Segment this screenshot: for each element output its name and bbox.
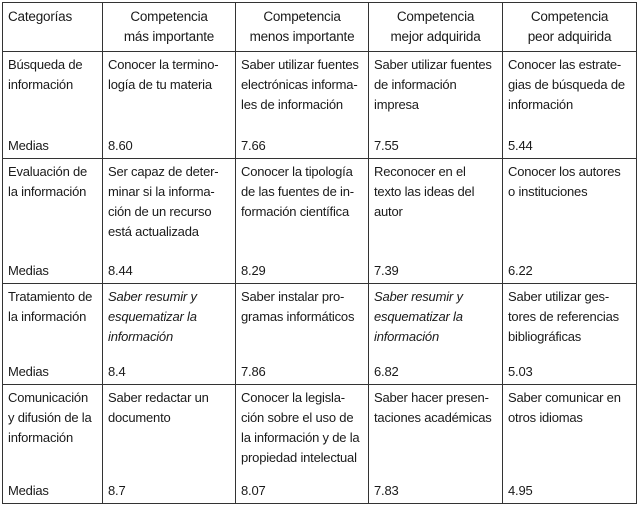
competencia-text: información [508,97,573,112]
competencia-text: Saber comunicar en [508,390,621,405]
competencia-cell [236,385,369,479]
medias-label: Medias [3,478,103,504]
competencia-text: formación científica [241,204,349,219]
medias-value: 8.07 [236,478,369,504]
medias-value: 4.95 [503,478,637,504]
medias-value: 7.55 [369,133,503,159]
competencia-text: información [108,329,173,344]
competencia-text: les de información [241,97,343,112]
medias-value: 6.22 [503,258,637,284]
competencia-text: minar si la informa- [108,184,215,199]
competencia-cell [503,284,637,360]
medias-value: 5.03 [503,359,637,385]
competencia-text: propiedad intelectual [241,450,357,465]
competencia-cell [369,284,503,360]
header-menos-importante: Competencia menos importante [236,3,369,52]
competencia-text: texto las ideas del [374,184,475,199]
medias-label: Medias [3,258,103,284]
medias-value: 7.83 [369,478,503,504]
competencia-text: documento [108,410,171,425]
header-mejor-adquirida: Competencia mejor adquirida [369,3,503,52]
competencia-text: logía de tu materia [108,77,212,92]
table-row [3,52,637,134]
category-label: Comunicación [8,390,88,405]
competencia-cell [236,284,369,360]
competencia-cell [236,52,369,134]
medias-value: 8.60 [103,133,236,159]
competencia-cell [503,159,637,259]
competencia-text: ción sobre el uso de [241,410,354,425]
medias-value: 7.39 [369,258,503,284]
competencia-text: tores de referencias [508,309,619,324]
competencia-text: esquematizar la [108,309,197,324]
header-row [3,3,637,52]
competencia-cell [369,52,503,134]
category-cell [3,52,103,134]
competencia-text: de las fuentes de in- [241,184,354,199]
medias-value: 8.7 [103,478,236,504]
category-label: información [8,430,73,445]
competencia-text: Saber hacer presen- [374,390,489,405]
competencia-text: Saber resumir y [374,289,463,304]
competencia-text: Saber utilizar fuentes [241,57,359,72]
competencia-cell [369,385,503,479]
medias-value: 8.29 [236,258,369,284]
category-label: la información [8,184,87,199]
table-row [3,385,637,479]
competencia-text: Conocer la termino- [108,57,219,72]
competencia-text: Ser capaz de deter- [108,164,219,179]
competencia-text: Saber redactar un [108,390,209,405]
medias-row [3,478,637,504]
medias-value: 6.82 [369,359,503,385]
medias-label: Medias [3,133,103,159]
medias-row [3,359,637,385]
category-cell [3,159,103,259]
competencia-text: Reconocer en el [374,164,466,179]
competencia-text: Saber utilizar fuentes [374,57,492,72]
competencia-cell [103,52,236,134]
competencia-cell [103,284,236,360]
competencia-text: de información [374,77,457,92]
competencias-table [2,2,637,504]
header-peor-adquirida: Competencia peor adquirida [503,3,637,52]
medias-value: 5.44 [503,133,637,159]
category-label: información [8,77,73,92]
medias-value: 7.66 [236,133,369,159]
header-mas-importante: Competencia más importante [103,3,236,52]
competencia-cell [103,159,236,259]
competencia-cell [236,159,369,259]
table-row [3,284,637,360]
competencia-text: taciones académicas [374,410,492,425]
medias-value: 8.4 [103,359,236,385]
competencia-cell [503,385,637,479]
medias-label: Medias [3,359,103,385]
competencia-cell [369,159,503,259]
competencia-text: Saber utilizar ges- [508,289,609,304]
category-label: Búsqueda de [8,57,83,72]
competencia-text: ción de un recurso [108,204,212,219]
category-label: Tratamiento de [8,289,93,304]
competencia-text: autor [374,204,403,219]
competencia-cell [503,52,637,134]
competencia-text: o instituciones [508,184,588,199]
competencia-text: Conocer la legisla- [241,390,345,405]
header-categorias: Categorías [3,3,103,52]
competencia-text: gramas informáticos [241,309,355,324]
competencia-text: gias de búsqueda de [508,77,625,92]
competencia-text: bibliográficas [508,329,582,344]
competencia-text: Conocer la tipología [241,164,353,179]
competencia-text: otros idiomas [508,410,583,425]
category-cell [3,284,103,360]
competencia-text: Conocer las estrate- [508,57,622,72]
competencia-text: Saber resumir y [108,289,197,304]
category-label: y difusión de la [8,410,92,425]
competencia-text: esquematizar la [374,309,463,324]
competencia-cell [103,385,236,479]
medias-row [3,258,637,284]
medias-value: 7.86 [236,359,369,385]
competencia-text: la información y de la [241,430,360,445]
category-cell [3,385,103,479]
competencia-text: información [374,329,439,344]
table-row [3,159,637,259]
medias-row [3,133,637,159]
competencia-text: electrónicas informa- [241,77,358,92]
category-label: Evaluación de [8,164,88,179]
competencia-text: Saber instalar pro- [241,289,345,304]
competencia-text: está actualizada [108,224,199,239]
category-label: la información [8,309,87,324]
competencia-text: impresa [374,97,419,112]
medias-value: 8.44 [103,258,236,284]
competencia-text: Conocer los autores [508,164,621,179]
